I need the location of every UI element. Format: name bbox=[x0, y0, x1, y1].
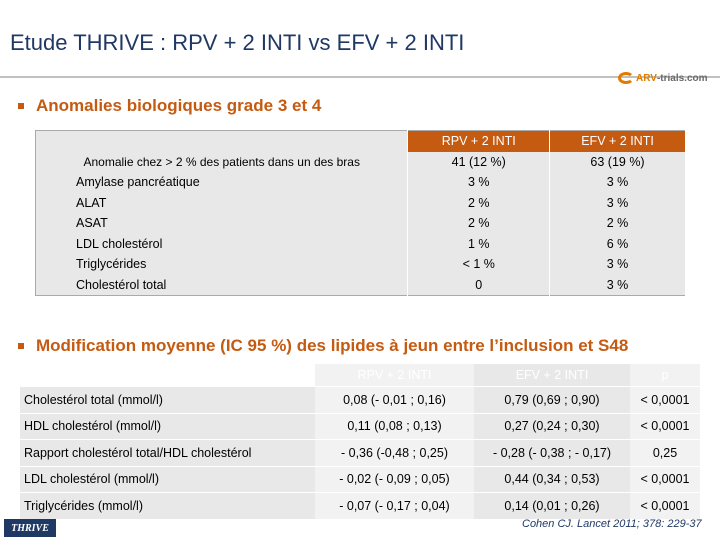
title-divider bbox=[0, 76, 720, 78]
table-row bbox=[20, 413, 700, 440]
cell-rpv: 0 bbox=[408, 275, 550, 296]
table-row bbox=[20, 493, 700, 520]
cell-p: < 0,0001 bbox=[630, 413, 700, 440]
cell-efv: 0,14 (0,01 ; 0,26) bbox=[474, 493, 630, 520]
col-header-efv: EFV + 2 INTI bbox=[474, 364, 630, 387]
thrive-study-logo: THRIVE bbox=[4, 519, 56, 537]
logo-text-gray: -trials.com bbox=[656, 72, 708, 84]
col-header-rpv: RPV + 2 INTI bbox=[315, 364, 474, 387]
table-row bbox=[36, 193, 686, 214]
cell-rpv: - 0,02 (- 0,09 ; 0,05) bbox=[315, 466, 474, 493]
row-label: Amylase pancréatique bbox=[36, 172, 408, 193]
table-row bbox=[36, 275, 686, 296]
cell-efv: 3 % bbox=[550, 193, 686, 214]
row-label: HDL cholestérol (mmol/l) bbox=[20, 413, 315, 440]
cell-efv: 0,27 (0,24 ; 0,30) bbox=[474, 413, 630, 440]
col-header-rpv: RPV + 2 INTI bbox=[408, 131, 550, 152]
arv-trials-logo bbox=[618, 68, 708, 88]
row-label: Anomalie chez > 2 % des patients dans un des bras bbox=[36, 152, 408, 173]
table-row bbox=[36, 234, 686, 255]
lipids-table bbox=[20, 364, 700, 520]
row-label: Cholestérol total (mmol/l) bbox=[20, 387, 315, 414]
logo-text-orange: ARV bbox=[636, 72, 657, 84]
section-heading-lipids: Modification moyenne (IC 95 %) des lipides à jeun entre l’inclusion et S48 bbox=[18, 336, 628, 356]
cell-efv: 3 % bbox=[550, 275, 686, 296]
cell-rpv: 41 (12 %) bbox=[408, 152, 550, 173]
cell-p: < 0,0001 bbox=[630, 466, 700, 493]
cell-efv: 3 % bbox=[550, 254, 686, 275]
cell-rpv: 3 % bbox=[408, 172, 550, 193]
cell-rpv: 0,08 (- 0,01 ; 0,16) bbox=[315, 387, 474, 414]
table-row bbox=[20, 440, 700, 467]
row-label: Cholestérol total bbox=[36, 275, 408, 296]
cell-p: 0,25 bbox=[630, 440, 700, 467]
row-label: ALAT bbox=[36, 193, 408, 214]
slide-title: Etude THRIVE : RPV + 2 INTI vs EFV + 2 INTI bbox=[10, 30, 465, 55]
bullet-icon bbox=[18, 343, 24, 349]
cell-rpv: 2 % bbox=[408, 193, 550, 214]
section-heading-anomalies: Anomalies biologiques grade 3 et 4 bbox=[18, 96, 321, 116]
table-row bbox=[20, 466, 700, 493]
cell-efv: 3 % bbox=[550, 172, 686, 193]
cell-efv: 0,79 (0,69 ; 0,90) bbox=[474, 387, 630, 414]
row-label: ASAT bbox=[36, 213, 408, 234]
col-header-efv: EFV + 2 INTI bbox=[550, 131, 686, 152]
table-row bbox=[36, 213, 686, 234]
cell-rpv: 2 % bbox=[408, 213, 550, 234]
row-label: Triglycérides bbox=[36, 254, 408, 275]
cell-efv: 2 % bbox=[550, 213, 686, 234]
row-label: Rapport cholestérol total/HDL cholestérol bbox=[20, 440, 315, 467]
col-header-p: p bbox=[630, 364, 700, 387]
cell-rpv: 1 % bbox=[408, 234, 550, 255]
anomalies-table bbox=[35, 130, 686, 296]
cell-efv: - 0,28 (- 0,38 ; - 0,17) bbox=[474, 440, 630, 467]
table-row bbox=[20, 387, 700, 414]
cell-efv: 63 (19 %) bbox=[550, 152, 686, 173]
citation: Cohen CJ. Lancet 2011; 378: 229-37 bbox=[522, 518, 702, 530]
cell-efv: 0,44 (0,34 ; 0,53) bbox=[474, 466, 630, 493]
table-row bbox=[36, 152, 686, 173]
cell-p: < 0,0001 bbox=[630, 387, 700, 414]
table-row bbox=[36, 254, 686, 275]
cell-rpv: 0,11 (0,08 ; 0,13) bbox=[315, 413, 474, 440]
cell-efv: 6 % bbox=[550, 234, 686, 255]
row-label: LDL cholestérol (mmol/l) bbox=[20, 466, 315, 493]
row-label: Triglycérides (mmol/l) bbox=[20, 493, 315, 520]
bullet-icon bbox=[18, 103, 24, 109]
cell-rpv: - 0,07 (- 0,17 ; 0,04) bbox=[315, 493, 474, 520]
row-label: LDL cholestérol bbox=[36, 234, 408, 255]
cell-rpv: - 0,36 (-0,48 ; 0,25) bbox=[315, 440, 474, 467]
logo-swirl-icon bbox=[618, 72, 634, 84]
cell-rpv: < 1 % bbox=[408, 254, 550, 275]
table-row bbox=[36, 172, 686, 193]
cell-p: < 0,0001 bbox=[630, 493, 700, 520]
